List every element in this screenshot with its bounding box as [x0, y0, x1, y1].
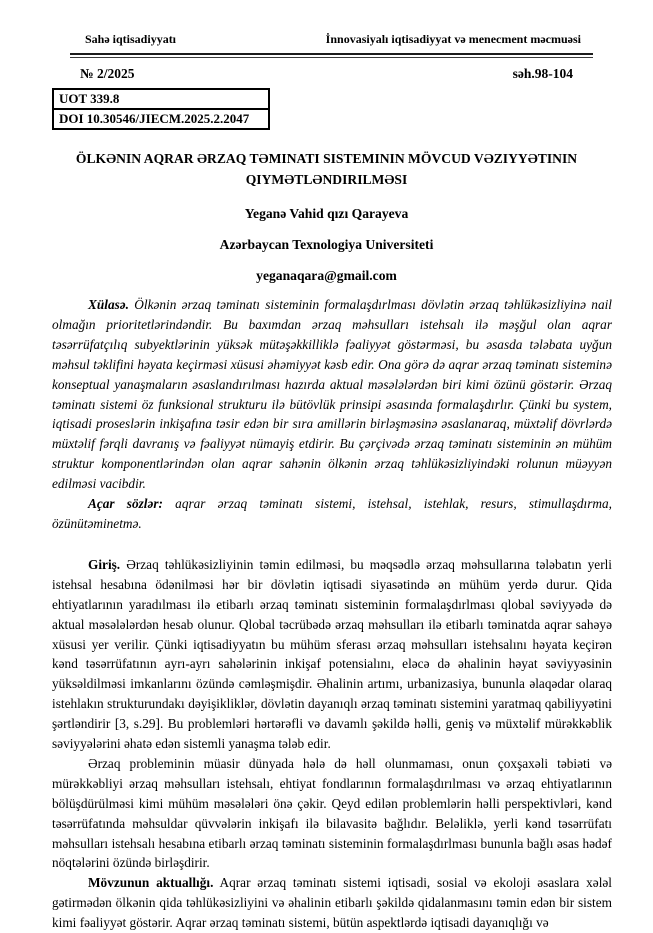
keywords-paragraph — [52, 494, 612, 534]
article-body — [52, 295, 612, 933]
paragraph-movzunun-aktualligi — [52, 873, 612, 933]
journal-section-label: Sahə iqtisadiyyatı — [85, 32, 177, 46]
uot-code: UOT 339.8 — [59, 91, 120, 106]
abstract-paragraph — [52, 295, 612, 494]
affiliation: Azərbaycan Texnologiya Universiteti — [219, 237, 434, 252]
classification-box — [52, 88, 270, 130]
issue-number: № 2/2025 — [80, 66, 135, 81]
section-label: Giriş. — [88, 556, 121, 572]
article-title: ÖLKƏNIN AQRAR ƏRZAQ TƏMINATI SISTEMININ MÖVCUD VƏZIYYƏTININ QIYMƏTLƏNDIRILMƏSI — [75, 151, 578, 187]
author-email: yeganaqara@gmail.com — [256, 268, 397, 283]
paragraph-text: Aqrar ərzaq təminatı sistemi iqtisadi, sosial və ekoloji əsaslara xələl gətirmədən ölkənin qida təhlükəsizliyini və əhalinin etibarlı şəkildə qidalanmasını təmin edən bir sistem kimi fəaliyyət göstərir. Aqrar ərzaq təminatı sistemi, bütün aspektlərdə iqtisadi dayanıqlığı və — [52, 875, 612, 931]
journal-header — [85, 32, 581, 46]
abstract-label: Xülasə. — [88, 297, 130, 312]
author-name: Yeganə Vahid qızı Qarayeva — [244, 206, 409, 221]
article-page — [0, 32, 653, 931]
section-label: Mövzunun aktuallığı. — [88, 875, 214, 891]
issue-row — [80, 66, 573, 82]
abstract-text: Ölkənin ərzaq təminatı sisteminin formalaşdırlması dövlətin ərzaq təhlükəsizliyinə nail olmağın prioritetlərindəndir. Bu baxımdan ərzaq məhsulları istehsalı ilə məşğul olan aqrar təsərrüfatçılıq subyektlərinin yüksək mütəşəkkilliklə fəaliyyət göstərməsi, bu əsasda tələbata uyğun məhsul təklifini həyata keçirməsi xüsusi əhəmiyyət kəsb edir. Ona görə də aqrar ərzaq təminatı sisteminə konseptual yanaşmaların əsaslandırılması hazırda aktual məsələlərdən biri kimi özünü göstərir. Ərzaq təminatı sistemi öz funksional strukturu ilə bütövlük prinsipi əsasında formalaşdırlır. Çünki bu system, iqtisadi proseslərin inkişafına təsir edən bir sıra amillərin birləşməsinə əsaslanaraq, müxtəlif dövrlərdə müxtəlif fərqli davranış və fəaliyyət nümayiş etdirir. Bu çərçivədə ərzaq təminatı sisteminin ən mühüm struktur komponentlərindən olan aqrar sahənin ölkənin ərzaq təhlükəsizliyindəki rolunun müəyyən edilməsi vacibdir. — [52, 297, 612, 492]
header-divider — [70, 53, 593, 58]
paragraph-erzaq-problemi — [52, 754, 612, 873]
paragraph-text: Ərzaq probleminin müasir dünyada hələ də həll olunmaması, onun çoxşaxəli təbiəti və mürəkkəbliyi ərzaq məhsulları istehsalı, ehtiyat fondlarının formalaşdırılması və ərzaq ehtiyatlarının bölüşdürülməsi kimi mühüm məsələləri önə çəkir. Qeyd edilən problemlərin həlli perspektivləri, kənd təsərrüfatında məhsuldar qüvvələrin inkişafı ilə bilavasitə bağlıdır. Beləliklə, yerli kənd təsərrüfatı məhsulları istehsalı hesabına etibarlı ərzaq təminatı sisteminin formalaşdırlması bununla bağlı əsas hədəf nöqtələrini özündə birləşdirir. — [52, 755, 612, 871]
main-text — [52, 555, 612, 933]
abstract-block — [52, 295, 612, 534]
journal-name: İnnovasiyalı iqtisadiyyat və menecment məcmuəsi — [325, 32, 581, 46]
page-range: səh.98-104 — [512, 66, 573, 81]
paragraph-text: Ərzaq təhlükəsizliyinin təmin edilməsi, bu məqsədlə ərzaq məhsullarına tələbatın yerli istehsal hesabına ödənilməsi hər bir dövlətin iqtisadi siyasətində ən mühüm yerdə durur. Qida ehtiyatlarının yaradılması ilə etibarlı ərzaq təminatı sisteminin formalaşdırlması qlobal səviyyədə də aktual məsələlərdən hesab olunur. Qlobal təcrübədə ərzaq məhsulları ilə etibarlı təminatda aqrar sahəyə xüsusi yer verilir. Çünki iqtisadiyyatın bu mühüm sferası ərzaq məhsulları istehsalını həyata keçirən kənd təsərrüfatının ayrı-ayrı sahələrinin inkişaf potensialını, eləcə də əhalinin həyat səviyyəsinin yüksəldilməsi imkanlarını özündə cəmləşmişdir. Əhalinin artımı, urbanizasiya, bununla əlaqədar olaraq istehlakın strukturundakı dəyişikliklər, dövlətin dayanıqlı ərzaq təminatı sistemini yaratmaq qabiliyyətini şərtləndirir [3, s.29]. Bu problemləri hərtərəfli və davamlı şəkildə həlli, geniş və müxtəlif mürəkkəblik səviyyələrini əhatə edən sistemli yanaşma tələb edir. — [52, 556, 613, 752]
doi-code: DOI 10.30546/JIECM.2025.2.2047 — [54, 108, 268, 128]
keywords-label: Açar sözlər: — [88, 496, 163, 512]
keywords-text: aqrar ərzaq təminatı sistemi, istehsal, istehlak, resurs, stimullaşdırma, özünütəminetmə. — [52, 496, 612, 531]
paragraph-giris — [52, 555, 612, 754]
